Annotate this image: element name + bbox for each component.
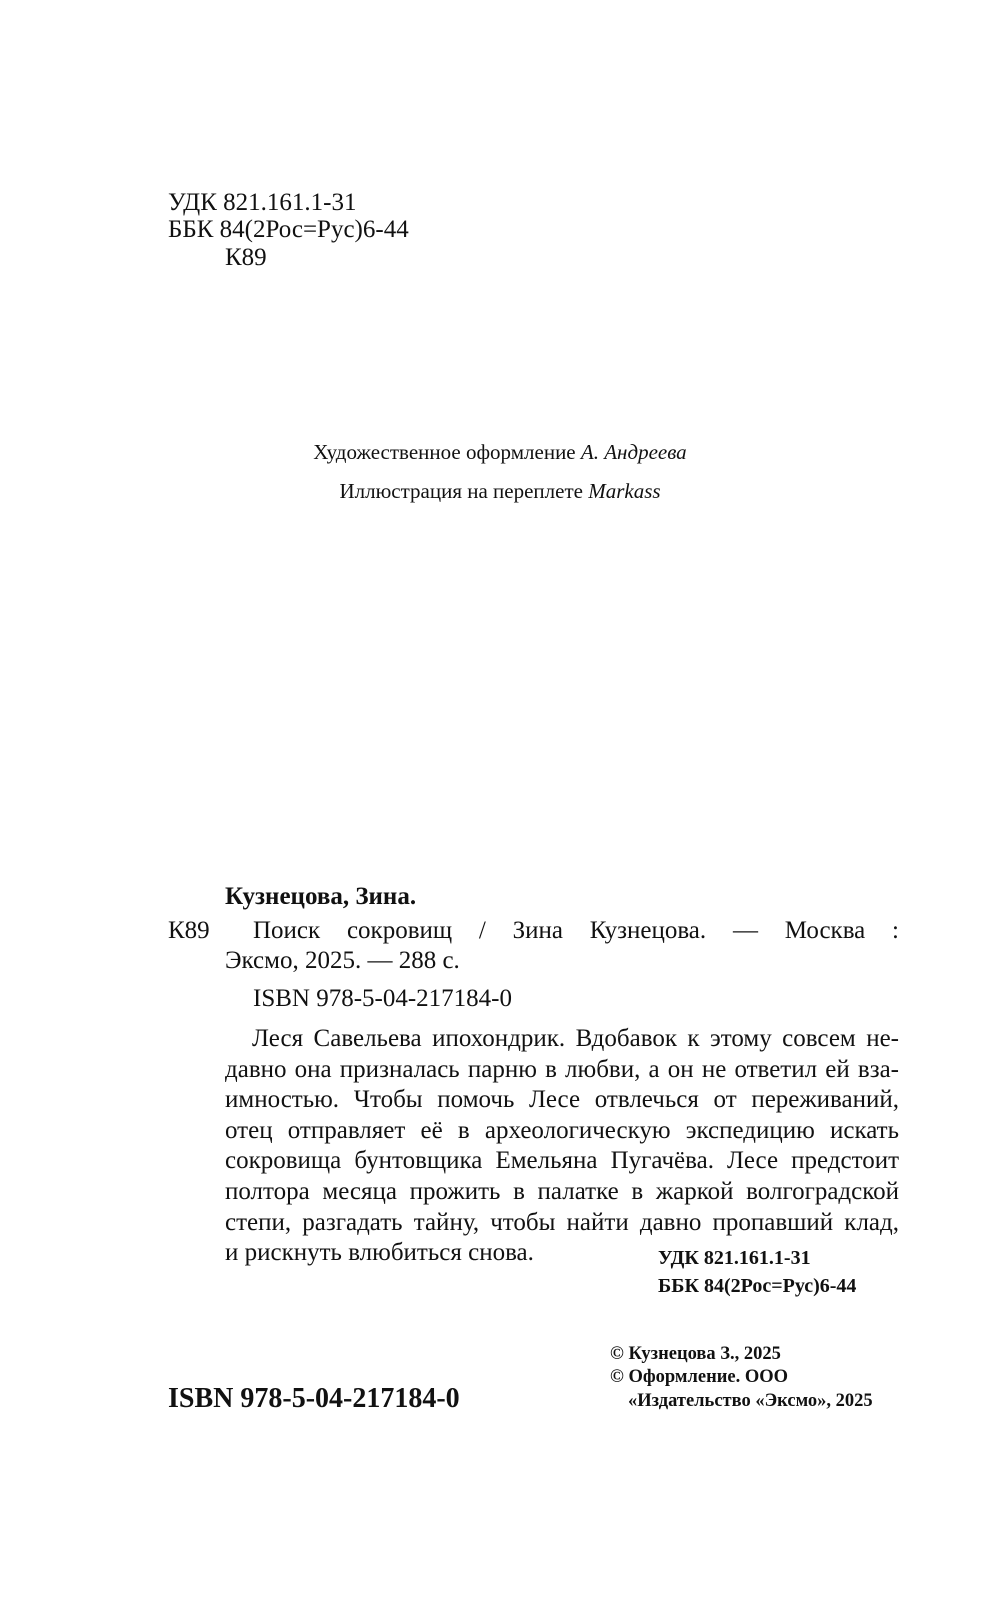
catalog-mark: К89: [168, 917, 210, 944]
illustration-credit-prefix: Иллюстрация на переплете: [339, 479, 589, 503]
catalog-isbn: ISBN 978-5-04-217184-0: [253, 985, 513, 1012]
annotation-line: и рискнуть влюбиться снова.: [225, 1239, 534, 1267]
annotation-line: сокровища бунтовщика Емельяна Пугачёва. Лесе предстоит: [225, 1147, 899, 1175]
copyright-publisher: «Издательство «Эксмо», 2025: [628, 1391, 873, 1411]
annotation-line: имностью. Чтобы помочь Лесе отвлечься от переживаний,: [225, 1086, 899, 1114]
copyright-design: © Оформление. ООО: [610, 1367, 789, 1387]
annotation-line: полтора месяца прожить в палатке в жаркой волгоградской: [225, 1177, 899, 1205]
illustration-credit: [0, 481, 1000, 502]
design-credit-prefix: Художественное оформление: [313, 440, 581, 464]
annotation-line: степи, разгадать тайну, чтобы найти давно пропавший клад,: [225, 1208, 899, 1236]
catalog-udk: УДК 821.161.1-31: [658, 1247, 811, 1269]
footer-isbn: ISBN 978-5-04-217184-0: [168, 1383, 460, 1414]
illustration-credit-name: Markass: [588, 479, 661, 503]
design-credit: [0, 442, 1000, 463]
catalog-author: Кузнецова, Зина.: [225, 883, 417, 910]
annotation-line: отец отправляет её в археологическую экспедицию искать: [225, 1116, 899, 1144]
annotation-line: давно она призналась парню в любви, а он не ответил ей вза-: [225, 1055, 899, 1083]
catalog-title-line1: Поиск сокровищ / Зина Кузнецова. — Москва :: [253, 917, 899, 944]
catalog-bbk: ББК 84(2Рос=Рус)6-44: [658, 1275, 857, 1297]
copyright-author: © Кузнецова З., 2025: [610, 1344, 781, 1364]
bbk-code: ББК 84(2Рос=Рус)6-44: [168, 216, 409, 243]
author-mark: К89: [225, 244, 267, 271]
udk-code: УДК 821.161.1-31: [168, 189, 357, 216]
annotation: [225, 1024, 899, 1269]
annotation-line: Леся Савельева ипохондрик. Вдобавок к этому совсем не-: [252, 1025, 899, 1052]
catalog-title-line2: Эксмо, 2025. — 288 с.: [225, 947, 460, 974]
design-credit-name: А. Андреева: [580, 440, 687, 464]
